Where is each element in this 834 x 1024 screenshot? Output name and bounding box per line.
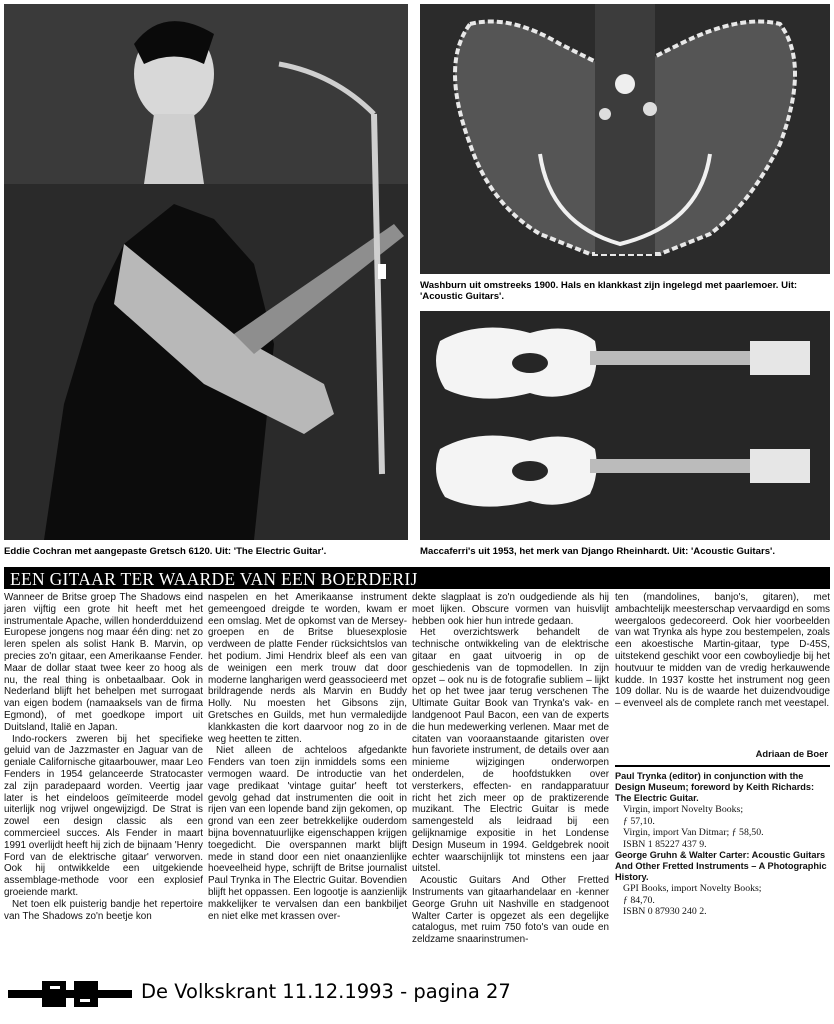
book-title: Paul Trynka (editor) in conjunction with the Design Museum; foreword by Keith Richards: The Electric Guitar. [615,771,815,803]
archive-logo-icon [8,979,132,1009]
book-publisher-line: Virgin, import Novelty Books; [623,804,744,815]
photo-maccaferri [420,311,830,540]
photo-eddie-cochran [4,4,408,540]
paragraph: ten (mandolines, banjo's, gitaren), met ambachtelijk meesterschap vervaardigd en soms weergaloos gedecoreerd. Ook hier voorbeelden van wat Trynka als hype zou bestempelen, zoals een akoestische Martin-gitaar, type D-45S, uitstekend geschikt voor een cowboyliedje bij het houtvuur te midden van de vredig herkauwende kudde. In 1937 kostte het instrument nog geen 109 dollar. Nu is de waarde het duizendvoudige – evenveel als de complete ranch met veestapel. [615,592,830,710]
cochran-photo-image [4,4,408,540]
book-info-box [615,765,830,918]
article-column-2 [208,592,407,922]
caption-washburn: Washburn uit omstreeks 1900. Hals en klankkast zijn ingelegd met paarlemoer. Uit: 'Acoustic Guitars'. [420,280,798,302]
book-isbn-line: ISBN 0 87930 240 2. [623,906,707,917]
caption-maccaferri: Maccaferri's uit 1953, het merk van Django Rheinhardt. Uit: 'Acoustic Guitars'. [420,546,775,557]
headline-banner [4,567,830,589]
book-publisher-line: Virgin, import Van Ditmar; ƒ 58,50. [623,827,764,838]
article-column-1 [4,592,203,922]
maccaferri-photo-image [420,311,830,540]
article-column-3 [412,592,609,946]
paragraph: Niet alleen de achteloos afgedankte Fenders van toen zijn inmiddels soms een vermogen waard. De introductie van het vage predikaat 'vintage guitar' heeft tot gevolg gehad dat instrumenten die ooit in rijen van een lopende band zijn gekomen, op grond van een zeer betrekkelijke ouderdom bijna bovennatuurlijke eigenschappen krijgen toegedicht. Die overspannen markt blijft mede in stand door een niet onaanzienlijke hoeveelheid hype, schrijft de Britse journalist Paul Trynka in The Electric Guitar. Bovendien blijft het oppassen. Een logootje is aanzienlijk makkelijker te vervalsen dan een bankbiljet en niet elke met krassen over- [208,745,407,922]
book-price-line: ƒ 84,70. [623,894,655,906]
footer-source: De Volkskrant 11.12.1993 - pagina 27 [141,980,511,1003]
caption-cochran: Eddie Cochran met aangepaste Gretsch 6120. Uit: 'The Electric Guitar'. [4,546,327,557]
photo-washburn [420,4,830,274]
paragraph: Indo-rockers zweren bij het specifieke geluid van de Jazzmaster en Jaguar van de geniale Californische gitaarbouwer, maar Leo Fenders in 1954 gelanceerde Stratocaster zal zijn paradepaard worden. Veertig jaar later is het eindeloos geïmiteerde model uiterlijk nog vrijwel ongewijzigd. De Strat is zowel een design classic als een commercieel succes. Als Fender in maart 1991 overlijdt heeft hij zich de bijnaam 'Henry Ford van de elektrische gitaar' verworven. Ook hij ontwikkelde een uitgekiende assemblage-methode voor een explosief groeiende markt. [4,733,203,898]
paragraph: Net toen elk puisterig bandje het repertoire van The Shadows zo'n beetje kon [4,898,203,922]
headline: EEN GITAAR TER WAARDE VAN EEN BOERDERIJ [10,569,418,589]
washburn-photo-image [420,4,830,274]
paragraph: dekte slagplaat is zo'n oudgediende als hij moet lijken. Obscure vormen van huisvlijt hebben ook hier hun intrede gedaan. [412,592,609,627]
book-isbn-line: ISBN 1 85227 437 9. [623,838,707,850]
book-entry [615,850,830,918]
paragraph: naspelen en het Amerikaanse instrument gemeengoed dreigde te worden, kwam er een omslag. Met de opkomst van de Mersey-groepen en de Britse bluesexplosie verdween de platte Fender rücksichtslos van het podium. Jimi Hendrix bleef als een van de weinigen een merk trouw dat door moderne langharigen werd geassocieerd met brildragende nerds als Marvin en Buddy Holly. Nu moesten het Gibsons zijn, Gretsches en Guilds, met hun vermaledijde klankkasten die kort daarvoor nog zo in de weg heetten te zitten. [208,592,407,745]
author-byline: Adriaan de Boer [755,748,828,759]
article-column-4 [615,592,830,710]
book-publisher-line: GPI Books, import Novelty Books; [623,883,762,894]
paragraph: Wanneer de Britse groep The Shadows eind jaren vijftig een grote hit heeft met het instrumentale Apache, willen honderdduizend Europese jongens nog maar één ding: net zo leren spelen als solist Hank B. Marvin, op precies zo'n gitaar, een Amerikaanse Fender. Maar de dollar staat twee keer zo hoog als nu, the real thing is onbetaalbaar. Ook in Nederland blijft het behelpen met surrogaat van eigen bodem (namaaksels van de firma Egmond), of met goedkope import uit Duitsland, Italië en Japan. [4,592,203,733]
paragraph: Het overzichtswerk behandelt de technische ontwikkeling van de elektrische gitaar en gaat uitvoerig in op de geschiedenis van de topmodellen. In zijn opzet – ook nu is de fotografie subliem – lijkt het op het twee jaar terug verschenen The Ultimate Guitar Book van Trynka's vak- en landgenoot Paul Bacon, een van de experts die hun medewerking verlenen. Maar met de citaten van vooraanstaande gitaristen over hun favoriete instrument, de details over aan minieme wijzigingen onderworpen onderdelen, de hoofdstukken over versterkers, effecten- en randapparatuur richt het zich meer op de praktizerende muzikant. The Electric Guitar is mede samengesteld als leidraad bij een gelijknamige expositie in het Londense Design Museum in 1994. Geldgebrek nooit echter waarschijnlijk tot minstens een jaar uitstel. [412,627,609,875]
paragraph: Acoustic Guitars And Other Fretted Instruments van gitaarhandelaar en -kenner George Gruhn uit Nashville en stadgenoot Walter Carter is opgezet als een degelijke catalogus, met ruim 750 foto's van oude en zeldzame snaarinstrumen- [412,875,609,946]
book-title: George Gruhn & Walter Carter: Acoustic Guitars And Other Fretted Instruments – A Photographic History. [615,850,827,882]
book-entry [615,771,830,850]
book-price-line: ƒ 57,10. [623,815,655,827]
